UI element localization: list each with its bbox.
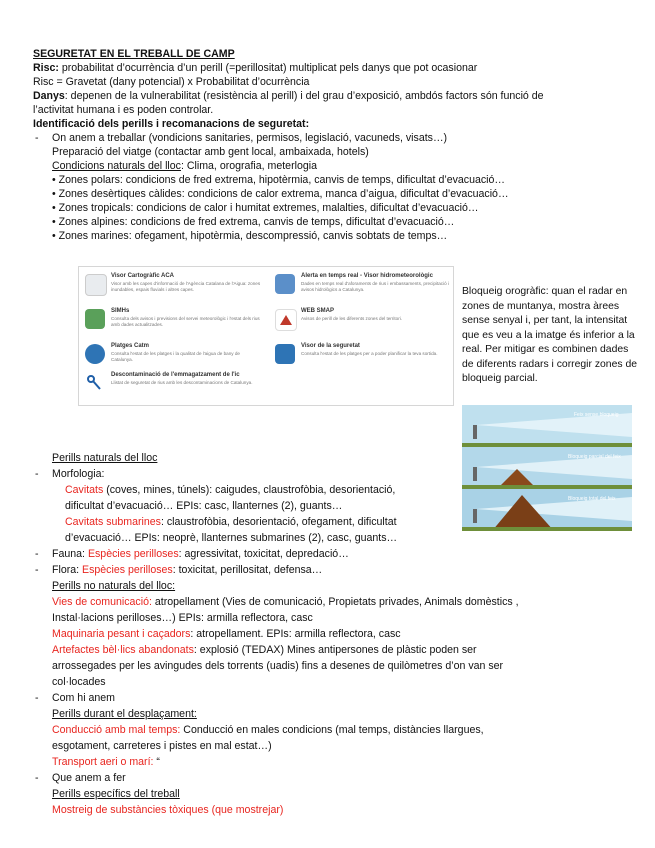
app-card (85, 307, 265, 341)
warning-map-icon (275, 309, 297, 331)
bad-weather-driving-label: Conducció amb mal temps: (52, 724, 181, 736)
zone-item: • Zones alpines: condicions de fred extrema, canvis de temps, dificultat d’evacuació… (52, 216, 455, 228)
flora-line (52, 563, 322, 577)
app-title: Alerta en temps real - Visor hidrometeorològic (301, 273, 433, 279)
morphology-label: Morfologia: (52, 468, 105, 480)
cavities-text: (coves, mines, túnels): caigudes, claustrofòbia, desorientació, (103, 484, 396, 496)
identification-heading: Identificació dels perills i recomanacions de seguretat: (33, 118, 310, 130)
lifebuoy-icon (275, 344, 295, 364)
app-title: Descontaminació de l'emmagatzament de l'ic (111, 372, 240, 378)
roads-label: Vies de comunicació: (52, 596, 152, 608)
what-we-do-label: Que anem a fer (52, 772, 126, 784)
list-dash: - (35, 548, 39, 560)
rain-cloud-icon (275, 274, 295, 294)
app-card (275, 307, 447, 341)
bad-weather-driving-line (52, 723, 484, 737)
map-thumbnail-icon (85, 309, 105, 329)
ordnance-label: Artefactes bèl·lics abandonats (52, 644, 194, 656)
app-description: Avisos de perill de les diferents zones del territori. (301, 316, 403, 321)
route-icon (85, 373, 105, 393)
app-description: Consulta l'estat de les platges i la qualitat de l'aigua de bany de Catalunya. (111, 351, 240, 362)
app-title: WEB SMAP (301, 308, 334, 314)
roads-line (52, 595, 519, 609)
app-description: Llistat de seguretat de rius amb les descontaminacions de Catalunya. (111, 380, 253, 385)
location-pin-icon (85, 344, 105, 364)
travel-hazards-heading: Perills durant el desplaçament: (52, 708, 197, 720)
flora-label: Flora: (52, 564, 83, 576)
app-description: Consulta l'estat de les platges per a poder planificar la teva sortida. (301, 351, 438, 356)
natural-conditions-label: Condicions naturals del lloc (52, 160, 181, 172)
trip-preparation-line: Preparació del viatge (contactar amb gent local, ambaixada, hotels) (52, 146, 369, 158)
ordnance-line3: col·locades (52, 676, 106, 688)
danys-line2: l’activitat humana i es poden controlar. (33, 104, 214, 116)
list-dash: - (35, 564, 39, 576)
zone-item: • Zones tropicals: condicions de calor i humitat extremes, malalties, dificultat d’evacuació… (52, 202, 479, 214)
diagram-label: Bloqueig total del feix (568, 496, 616, 502)
app-title: Visor Cartogràfic ACA (111, 273, 175, 279)
natural-hazards-heading: Perills naturals del lloc (52, 452, 158, 464)
page-title: SEGURETAT EN EL TREBALL DE CAMP (33, 48, 235, 60)
ordnance-text: : explosió (TEDAX) Mines antipersones de plàstic poden ser (193, 644, 477, 656)
non-natural-hazards-heading: Perills no naturals del lloc: (52, 580, 176, 592)
underwater-cavities-line2: d’evacuació… EPIs: neoprè, llanternes submarines (2), casc, guants… (65, 532, 398, 544)
map-thumbnail-icon (85, 274, 107, 296)
roads-line2: Instal·lacions perilloses…) EPIs: armilla reflectora, casc (52, 612, 313, 624)
bad-weather-driving-text: Conducció en males condicions (mal temps, distàncies llargues, (180, 724, 484, 736)
zone-item: • Zones polars: condicions de fred extrema, hipotèrmia, canvis de temps, dificultat d’evacuació… (52, 174, 505, 186)
fauna-text: : agressivitat, toxicitat, depredació… (178, 548, 349, 560)
machinery-line (52, 627, 401, 641)
danys-text: : depenen de la vulnerabilitat (resistència al perill) i del grau d’exposició, ambdós factors són funció de (64, 90, 544, 102)
machinery-text: : atropellament. EPIs: armilla reflectora, casc (190, 628, 401, 640)
danys-definition (33, 89, 544, 103)
list-dash: - (35, 772, 39, 784)
radar-blocking-diagram (462, 405, 632, 531)
machinery-label: Maquinaria pesant i caçadors (52, 628, 191, 640)
app-description: Visor amb les capes d'informació de l'Agència Catalana de l'Aigua: zones inundables, espais fluvials i altres capes. (111, 281, 261, 292)
app-card (275, 272, 447, 306)
list-dash: - (35, 132, 39, 144)
ordnance-line2: arrossegades per les avingudes dels torrents (uadis) fins a desenes de quilòmetres d’on van ser (52, 660, 504, 672)
danys-label: Danys (33, 90, 65, 102)
how-we-go-label: Com hi anem (52, 692, 115, 704)
toxic-sampling-line: Mostreig de substàncies tòxiques (que mostrejar) (52, 804, 284, 816)
ordnance-line (52, 643, 477, 657)
risc-definition (33, 61, 477, 75)
roads-text: atropellament (Vies de comunicació, Propietats privades, Animals domèstics , (151, 596, 519, 608)
app-description: Consulta dels avisos i previsions del servei meteorològic i l'estat dels rius amb dades actualitzades. (111, 316, 260, 327)
app-title: SIMHs (111, 308, 130, 314)
app-title: Visor de la seguretat (301, 343, 360, 349)
underwater-cavities-line (65, 515, 397, 529)
transport-line (52, 755, 160, 769)
where-work-line: On anem a treballar (vondicions sanitaries, permisos, legislació, vacuneds, visats…) (52, 132, 448, 144)
zone-item: • Zones desèrtiques càlides: condicions de calor extrema, manca d’aigua, dificultat d’evacuació… (52, 188, 509, 200)
natural-conditions-text: : Clima, orografia, meterlogia (180, 160, 317, 172)
cavities-line2: dificultat d’evacuació… EPIs: casc, llanternes (2), guants… (65, 500, 343, 512)
underwater-cavities-text: : claustrofòbia, desorientació, ofegament, dificultat (160, 516, 397, 528)
list-dash: - (35, 468, 39, 480)
fauna-line (52, 547, 349, 561)
natural-conditions-line (52, 159, 317, 173)
transport-label: Transport aeri o marí: (52, 756, 154, 768)
underwater-cavities-label: Cavitats submarines (65, 516, 161, 528)
fauna-species-label: Espècies perilloses (87, 548, 179, 560)
transport-text: “ (153, 756, 160, 768)
flora-text: : toxicitat, perillositat, defensa… (172, 564, 323, 576)
orographic-blocking-note: Bloqueig orogràfic: quan el radar en zones de muntanya, mostra àrees sense senyal i, per tant, la intensitat que es veu a la imatge és inferior a la real. Per mitigar es combinen dades de diferents radars i corregir zones de bloqueig parcial. (462, 286, 637, 384)
work-hazards-heading: Perills específics del treball (52, 788, 180, 800)
cavities-label: Cavitats (65, 484, 104, 496)
app-card (85, 272, 265, 306)
risc-label: Risc: (33, 62, 59, 74)
app-card (85, 371, 335, 405)
list-dash: - (35, 692, 39, 704)
diagram-label: Bloqueig parcial del feix (568, 454, 621, 460)
risc-text: probabilitat d’ocurrència d’un perill (=perillositat) multiplicat pels danys que pot ocasionar (58, 62, 478, 74)
route-icon (85, 373, 105, 393)
zone-item: • Zones marines: ofegament, hipotèrmia, descompressió, canvis sobtats de temps… (52, 230, 448, 242)
app-description: Dades en temps real d'aforaments de rius i embassaments, precipitació i avisos hidrològics a Catalunya. (301, 281, 449, 292)
flora-species-label: Espècies perilloses (82, 564, 173, 576)
apps-screenshot (78, 266, 454, 406)
radar-diagram-graphic (462, 405, 632, 531)
risc-formula: Risc = Gravetat (dany potencial) x Probabilitat d’ocurrència (33, 76, 310, 88)
warning-map-icon (276, 310, 296, 330)
diagram-label: Feix sense bloqueig (574, 412, 619, 418)
fauna-label: Fauna: (52, 548, 88, 560)
bad-weather-driving-line2: esgotament, carreteres i pistes en mal estat…) (52, 740, 272, 752)
cavities-line (65, 483, 395, 497)
app-title: Platges Catm (111, 343, 150, 349)
